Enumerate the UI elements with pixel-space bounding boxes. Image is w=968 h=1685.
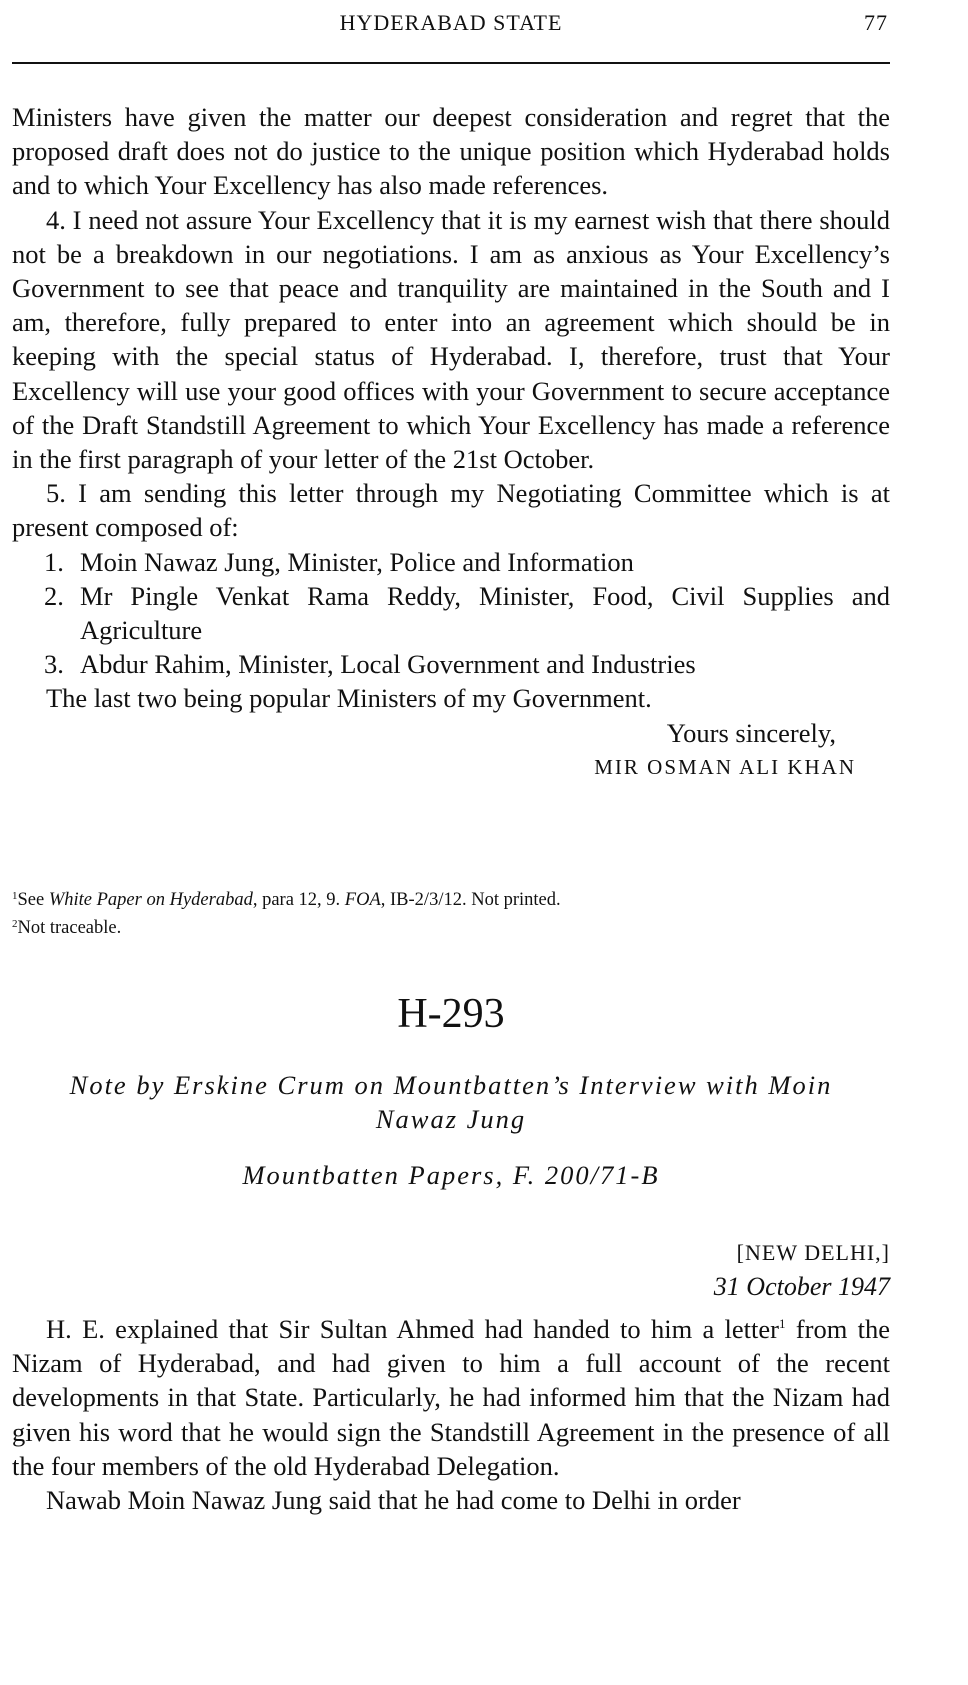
footnote-text: Not traceable.	[17, 918, 122, 938]
header-divider	[12, 62, 890, 64]
list-item-text: Mr Pingle Venkat Rama Reddy, Minister, Food, Civil Supplies and Agriculture	[80, 580, 890, 646]
note-paragraph-1	[12, 1312, 890, 1483]
footnote-text: , para 12, 9.	[252, 890, 345, 910]
committee-member-list	[12, 545, 890, 682]
footnote-title: White Paper on Hyderabad	[48, 890, 253, 910]
list-item-number: 1.	[44, 546, 64, 577]
footnote-marker: 1	[12, 890, 18, 902]
list-item-text: Abdur Rahim, Minister, Local Government and Industries	[80, 649, 696, 680]
note-text: from the Nizam of Hyderabad, and had given to him a full account of the recent developments in that State. Particularly, he had informed him that the Nizam had given his word that he would sign the Standstill Agreement in the presence of all the four members of the old Hyderabad Delegation.	[12, 1314, 890, 1481]
list-item-text: Moin Nawaz Jung, Minister, Police and Information	[80, 546, 634, 577]
footnote-2	[12, 912, 890, 940]
document-subtitle-line: Note by Erskine Crum on Mountbatten’s Interview with Moin	[69, 1070, 833, 1100]
footnote-text: , IB-2/3/12. Not printed.	[380, 890, 561, 910]
note-body	[12, 1312, 890, 1517]
list-item	[12, 579, 890, 647]
note-paragraph-2: Nawab Moin Nawaz Jung said that he had come to Delhi in order	[46, 1485, 741, 1516]
list-item	[12, 545, 890, 579]
letter-paragraph-5: 5. I am sending this letter through my Negotiating Committee which is at present composed of:	[12, 478, 890, 543]
document-subtitle-line: Nawaz Jung	[375, 1104, 527, 1134]
header-title: HYDERABAD STATE	[339, 10, 563, 35]
signatory-name: MIR OSMAN ALI KHAN	[594, 754, 856, 779]
letter-closing-line: The last two being popular Ministers of my Government.	[46, 683, 652, 714]
document-id-heading: H-293	[397, 991, 505, 1037]
footnote-marker: 2	[12, 918, 18, 930]
list-item-number: 3.	[44, 649, 64, 680]
document-source: Mountbatten Papers, F. 200/71-B	[242, 1160, 660, 1190]
letter-body	[12, 100, 890, 784]
footnote-marker: 1	[779, 1316, 786, 1331]
page-number: 77	[864, 10, 888, 35]
footnote-abbrev: FOA	[344, 890, 381, 910]
valediction: Yours sincerely,	[666, 717, 836, 748]
note-text: H. E. explained that Sir Sultan Ahmed had handed to him a letter	[46, 1314, 779, 1344]
footnote-text: See	[17, 890, 49, 910]
list-item	[12, 647, 890, 681]
footnotes	[12, 884, 890, 940]
document-place: [NEW DELHI,]	[736, 1240, 890, 1265]
document-subtitle	[12, 1068, 890, 1136]
document-date: 31 October 1947	[713, 1272, 890, 1301]
footnote-1	[12, 884, 890, 912]
list-item-number: 2.	[44, 580, 64, 611]
running-header	[12, 10, 890, 40]
letter-paragraph-continued: Ministers have given the matter our deepest consideration and regret that the proposed draft does not do justice to the unique position which Hyderabad holds and to which Your Excellency has also made references.	[12, 102, 890, 201]
letter-paragraph-4: 4. I need not assure Your Excellency that it is my earnest wish that there should not be a breakdown in our negotiations. I am as anxious as Your Excellency’s Government to see that peace and tranquility are maintained in the South and I am, therefore, fully prepared to enter into an agreement which should be in keeping with the special status of Hyderabad. I, therefore, trust that Your Excellency will use your good offices with your Government to secure acceptance of the Draft Standstill Agreement to which Your Excellency has made a reference in the first paragraph of your letter of the 21st October.	[12, 204, 890, 475]
